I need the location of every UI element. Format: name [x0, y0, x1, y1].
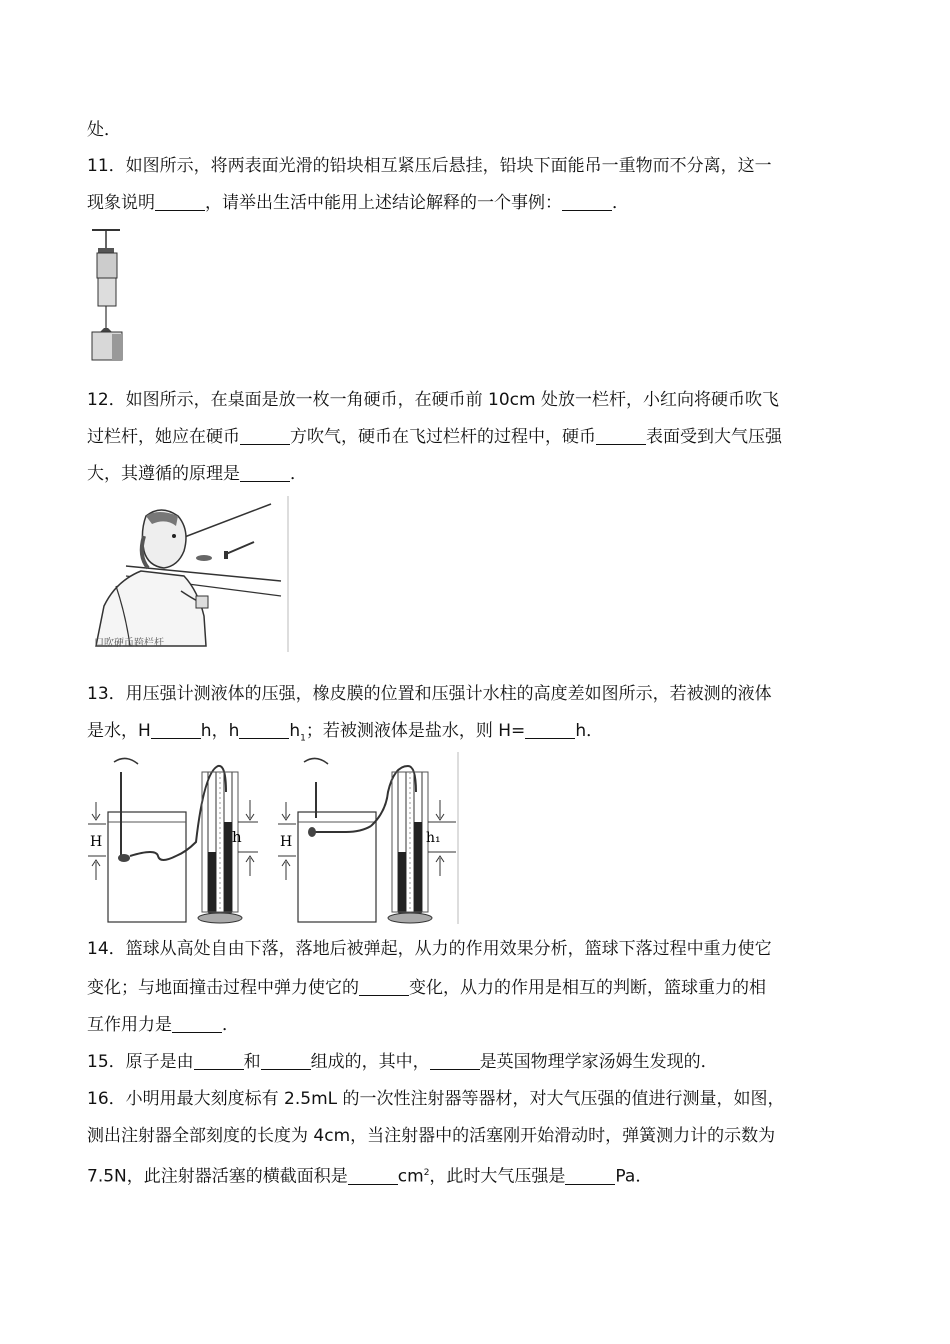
manometer-figure	[86, 752, 466, 927]
q11-text-c: ．	[612, 193, 629, 213]
q14-line2	[87, 976, 766, 1000]
q10-tail: 处．	[87, 120, 121, 140]
manometer-right	[278, 758, 456, 923]
q16-line2: 测出注射器全部刻度的长度为 4cm，当注射器中的活塞刚开始滑动时，弹簧测力计的示数为	[87, 1126, 776, 1146]
lead-blocks-figure	[86, 228, 131, 363]
q15-text-c: 组成的，其中，	[310, 1052, 430, 1072]
coin-blowing-figure	[86, 496, 291, 654]
q14-blank-2[interactable]	[172, 1014, 222, 1033]
q13-text-a: 是水，H	[87, 721, 151, 741]
q16-text-a: 7.5N，此注射器活塞的横截面积是	[87, 1166, 348, 1187]
coin-figure-caption: 口吹硬币跨栏杆	[94, 638, 164, 649]
q14-text-c: 互作用力是	[87, 1015, 172, 1035]
q12-text-d: 大，其遵循的原理是	[87, 464, 240, 484]
q15-text-a: 15．原子是由	[87, 1052, 194, 1072]
q11-blank-1[interactable]	[155, 192, 205, 211]
q16-sup: 2	[423, 1168, 430, 1178]
q16-line3	[87, 1161, 652, 1189]
q13-text-c: h	[289, 721, 301, 741]
q15-text-b: 和	[243, 1052, 261, 1072]
q11-blank-2[interactable]	[562, 192, 612, 211]
q12-text-e: ．	[290, 464, 307, 484]
left-h-label: h	[232, 828, 242, 846]
q14-line3	[87, 1013, 239, 1037]
q11-text-a: 现象说明	[87, 193, 155, 213]
q11-line2	[87, 191, 629, 215]
q13-text-d: ；若被测液体是盐水，则 H=	[305, 721, 526, 741]
q13-line2	[87, 719, 603, 750]
q14-line1: 14．篮球从高处自由下落，落地后被弹起，从力的作用效果分析，篮球下落过程中重力使它	[87, 939, 772, 959]
q16-blank-2[interactable]	[565, 1166, 615, 1185]
q13-line1: 13．用压强计测液体的压强，橡皮膜的位置和压强计水柱的高度差如图所示，若被测的液体	[87, 684, 772, 704]
q15-blank-2[interactable]	[261, 1051, 311, 1070]
q12-blank-3[interactable]	[240, 463, 290, 482]
manometer-left	[88, 758, 258, 923]
q11-line1: 11．如图所示，将两表面光滑的铅块相互紧压后悬挂，铅块下面能吊一重物而不分离，这一	[87, 156, 772, 176]
q13-blank-1[interactable]	[151, 720, 201, 739]
right-H-label: H	[280, 834, 293, 850]
q12-line3	[87, 462, 307, 486]
q12-line1: 12．如图所示，在桌面是放一枚一角硬币，在硬币前 10cm 处放一栏杆，小红向将硬币吹飞	[87, 390, 779, 410]
q12-blank-1[interactable]	[240, 426, 290, 445]
q15-text-d: 是英国物理学家汤姆生发现的．	[479, 1052, 718, 1072]
q15-blank-3[interactable]	[430, 1051, 480, 1070]
q13-text-e: h．	[575, 721, 604, 741]
right-h1-label: h₁	[426, 830, 441, 846]
q14-text-a: 变化；与地面撞击过程中弹力使它的	[87, 978, 359, 998]
q12-blank-2[interactable]	[596, 426, 646, 445]
q16-text-c: ，此时大气压强是	[429, 1166, 566, 1187]
q16-text-d: Pa．	[615, 1166, 653, 1187]
q16-line1: 16．小明用最大刻度标有 2.5mL 的一次性注射器等器材，对大气压强的值进行测量，如图，	[87, 1089, 785, 1109]
q14-text-d: ．	[222, 1015, 239, 1035]
q15-blank-1[interactable]	[194, 1051, 244, 1070]
q12-text-c: 表面受到大气压强	[646, 427, 782, 447]
q13-blank-2[interactable]	[239, 720, 289, 739]
q12-text-b: 方吹气，硬币在飞过栏杆的过程中，硬币	[290, 427, 596, 447]
q13-blank-3[interactable]	[525, 720, 575, 739]
q13-sub: 1	[300, 733, 306, 744]
q13-text-b: h，h	[200, 721, 240, 741]
q16-text-b: cm	[397, 1166, 424, 1187]
q14-text-b: 变化，从力的作用是相互的判断，篮球重力的相	[409, 978, 766, 998]
q12-line2	[87, 425, 782, 449]
q11-text-b: ，请举出生活中能用上述结论解释的一个事例：	[205, 193, 562, 213]
q12-text-a: 过栏杆，她应在硬币	[87, 427, 240, 447]
q15-line1	[87, 1050, 718, 1074]
left-H-label: H	[90, 834, 103, 850]
q16-blank-1[interactable]	[348, 1166, 398, 1185]
q14-blank-1[interactable]	[359, 977, 409, 996]
